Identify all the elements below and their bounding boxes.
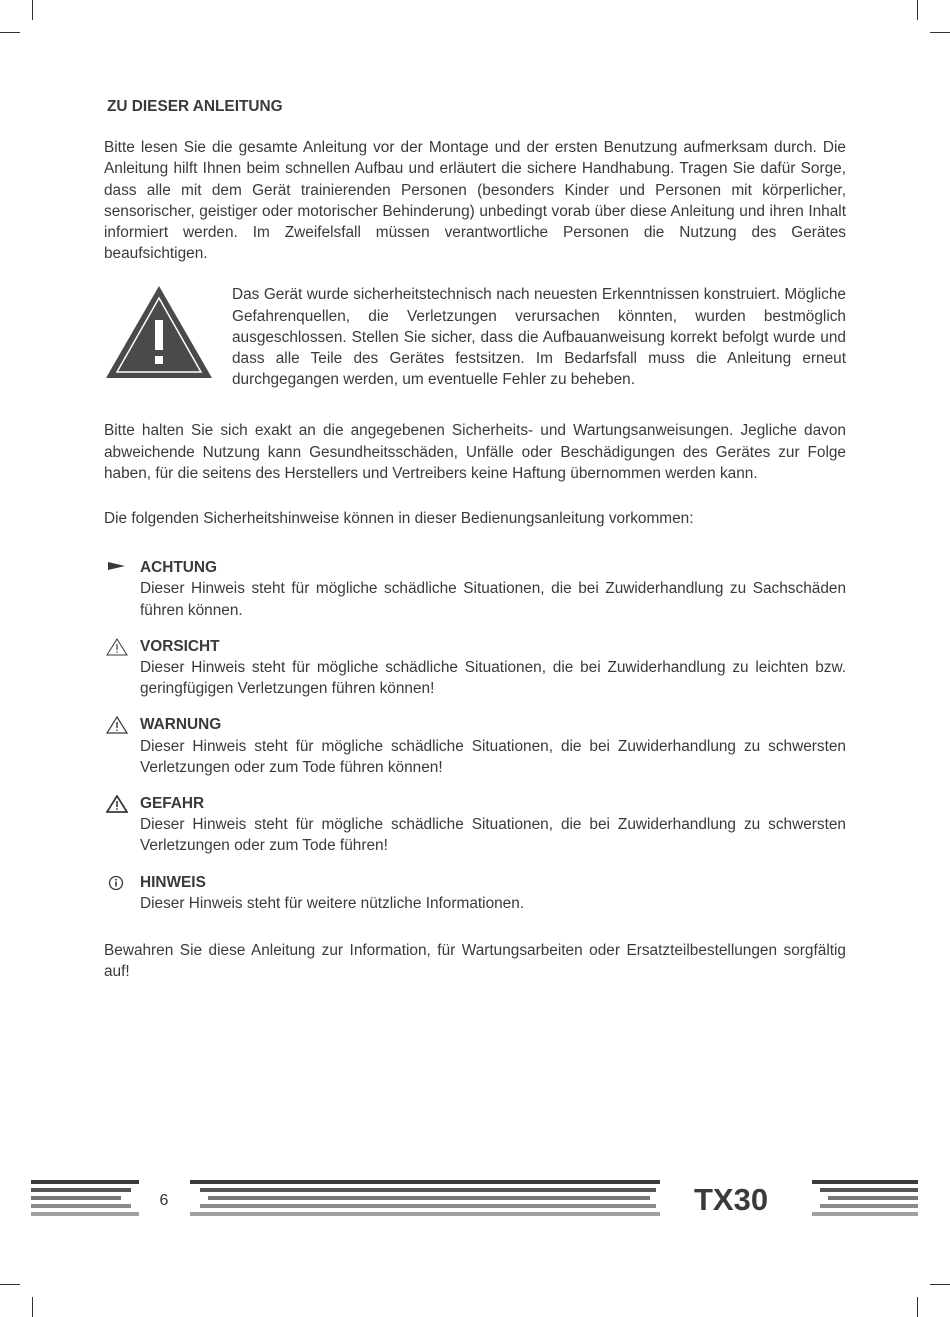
footer-stripes-right [812,1180,918,1216]
intro-paragraph: Bitte lesen Sie die gesamte Anleitung vor der Montage und der ersten Benutzung aufmerksam durch. Die Anleitung hilft Ihnen beim schnellen Aufbau und erläutert die sichere Handhabung. Tragen Sie dafür Sorge, dass alle mit dem Gerät trainierenden Personen (besonders Kinder und Personen mit körperlicher, sensorischer, geistiger oder motorischer Behinderung) unbedingt vorab über diese Anleitung und ihren Inhalt informiert werden. Im Zweifelsfall müssen verantwortliche Personen die Nutzung des Gerätes beaufsichtigen. [104,139,846,263]
crop-mark-bottom-left-v [32,1297,33,1317]
section-heading: ZU DIESER ANLEITUNG [107,98,283,115]
notice-text: Dieser Hinweis steht für mögliche schädliche Situationen, die bei Zuwiderhandlung zu schwersten Verletzungen oder zum Tode führen! [140,816,846,855]
caution-triangle-icon [106,716,128,734]
notice-achtung [104,557,846,621]
compliance-paragraph: Bitte halten Sie sich exakt an die angegebenen Sicherheits- und Wartungsanweisungen. Jegliche davon abweichende Nutzung kann Gesundheitsschäden, Unfälle oder Beschädigungen des Gerätes zur Folge haben, für die seitens des Herstellers und Vertreibers keine Haftung übernommen werden kann. [104,422,846,482]
notice-title: HINWEIS [140,873,206,891]
general-warning-block [104,284,846,396]
crop-mark-top-left-h [0,32,20,33]
notice-title: VORSICHT [140,637,220,655]
crop-mark-bottom-right-v [917,1297,918,1317]
crop-mark-top-left-v [32,0,33,20]
notice-text: Dieser Hinweis steht für mögliche schädliche Situationen, die bei Zuwiderhandlung zu leichten bzw. geringfügigen Verletzungen führen können! [140,659,846,698]
crop-mark-top-right-v [917,0,918,20]
notice-gefahr [104,793,846,857]
warning-triangle-icon [104,284,214,380]
notices-intro: Die folgenden Sicherheitshinweise können in dieser Bedienungsanleitung vorkommen: [104,510,694,528]
notice-text: Dieser Hinweis steht für weitere nützliche Informationen. [140,894,525,912]
closing-paragraph: Bewahren Sie diese Anleitung zur Information, für Wartungsarbeiten oder Ersatzteilbestellungen sorgfältig auf! [104,942,846,981]
crop-mark-bottom-right-h [930,1284,950,1285]
notice-title: GEFAHR [140,795,205,813]
notice-title: WARNUNG [140,716,222,734]
crop-mark-top-right-h [930,32,950,33]
footer-stripes [0,1170,950,1230]
notice-list [104,557,846,914]
footer-stripes-left [31,1180,139,1216]
page-content [104,96,846,982]
page-number: 6 [159,1192,169,1209]
notice-warnung [104,714,846,778]
notice-text: Dieser Hinweis steht für mögliche schädliche Situationen, die bei Zuwiderhandlung zu schwersten Verletzungen oder zum Tode führen können! [140,737,846,776]
notice-text: Dieser Hinweis steht für mögliche schädliche Situationen, die bei Zuwiderhandlung zu Sachschäden führen können. [140,580,846,619]
info-icon [106,874,128,892]
crop-mark-bottom-left-h [0,1284,20,1285]
caution-triangle-icon [106,638,128,656]
model-name: TX30 [694,1182,769,1217]
arrow-icon [106,559,128,577]
danger-triangle-icon [106,795,128,813]
notice-hinweis [104,872,846,914]
footer-stripes-middle [190,1180,660,1216]
warning-paragraph: Das Gerät wurde sicherheitstechnisch nach neuesten Erkenntnissen konstruiert. Mögliche Gefahrenquellen, die Verletzungen verursachen könnten, wurden bestmöglich ausgeschlossen. Stellen Sie sicher, dass die Aufbauanweisung korrekt befolgt wurde und dass alle Teile des Gerätes festsitzen. Im Bedarfsfall muss die Anleitung erneut durchgegangen werden, um eventuelle Fehler zu beheben. [232,286,846,389]
notice-title: ACHTUNG [140,559,217,577]
notice-vorsicht [104,636,846,700]
